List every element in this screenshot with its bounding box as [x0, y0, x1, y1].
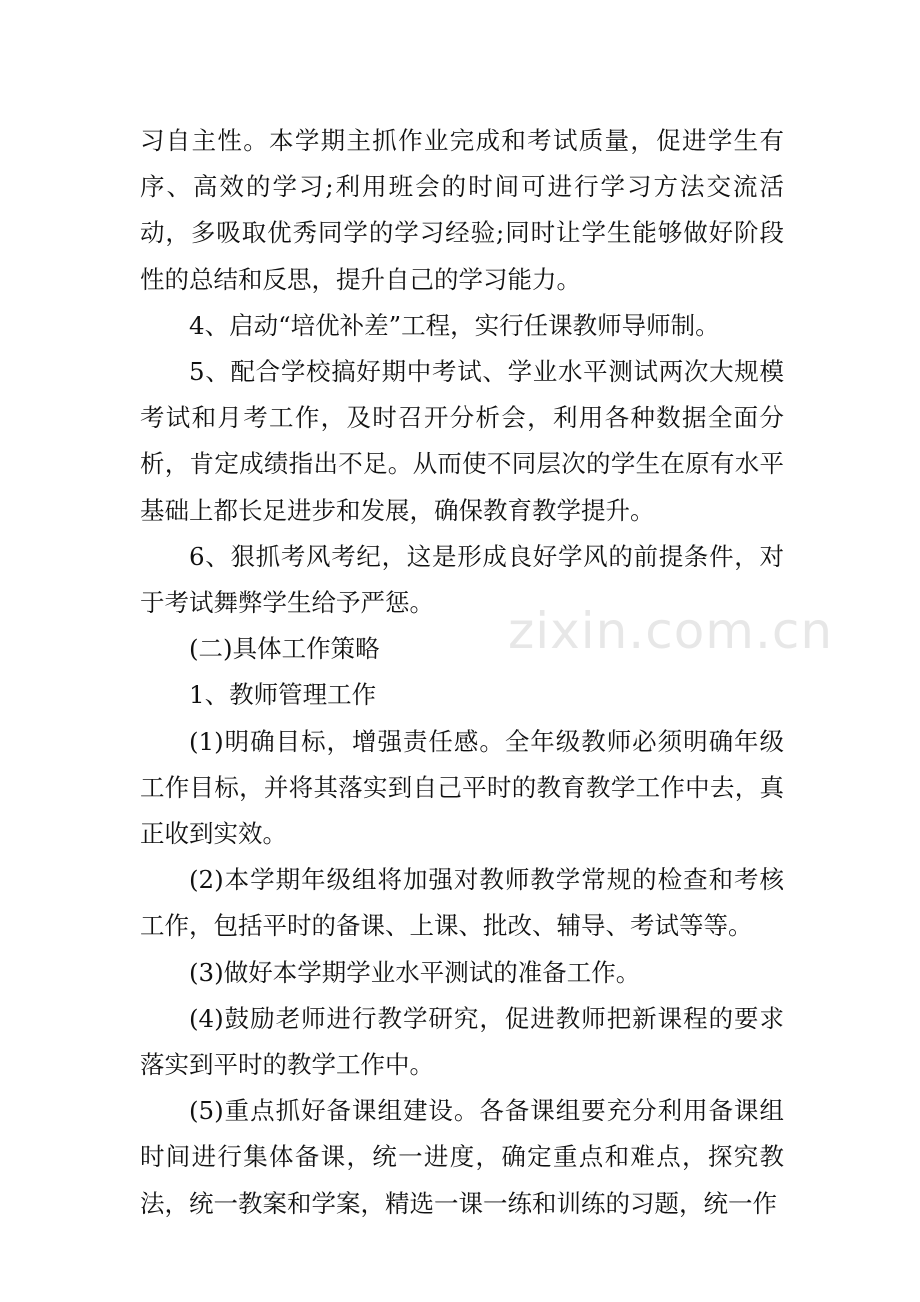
subsection-heading: 1、教师管理工作 [189, 680, 377, 710]
paragraph: 习自主性。本学期主抓作业完成和考试质量，促进学生有序、高效的学习;利用班会的时间可进行学习方法交流活动，多吸取优秀同学的学习经验;同时让学生能够做好阶段性的总结和反思，提升自己的学习能力。 [140, 126, 784, 294]
document-body [140, 118, 784, 1227]
paragraph: 4、启动“培优补差”工程，实行任课教师导师制。 [189, 310, 720, 340]
paragraph: (4)鼓励老师进行教学研究，促进教师把新课程的要求落实到平时的教学工作中。 [140, 1003, 784, 1080]
paragraph: (2)本学期年级组将加强对教师教学常规的检查和考核工作，包括平时的备课、上课、批改、辅导、考试等等。 [140, 865, 784, 941]
paragraph: (1)明确目标，增强责任感。全年级教师必须明确年级工作目标，并将其落实到自己平时的教育教学工作中去，真正收到实效。 [140, 726, 784, 849]
paragraph: 6、狠抓考风考纪，这是形成良好学风的前提条件，对于考试舞弊学生给予严惩。 [140, 541, 784, 618]
paragraph: 5、配合学校搞好期中考试、学业水平测试两次大规模考试和月考工作，及时召开分析会，利用各种数据全面分析，肯定成绩指出不足。从而使不同层次的学生在原有水平基础上都长足进步和发展，确保教育教学提升。 [140, 357, 784, 525]
watermark: zixin.com.cn [508, 602, 834, 660]
paragraph: (5)重点抓好备课组建设。各备课组要充分利用备课组时间进行集体备课，统一进度，确定重点和难点，探究教法，统一教案和学案，精选一课一练和训练的习题，统一作 [140, 1096, 784, 1218]
section-heading: (二)具体工作策略 [189, 634, 380, 664]
paragraph: (3)做好本学期学业水平测试的准备工作。 [189, 957, 641, 987]
